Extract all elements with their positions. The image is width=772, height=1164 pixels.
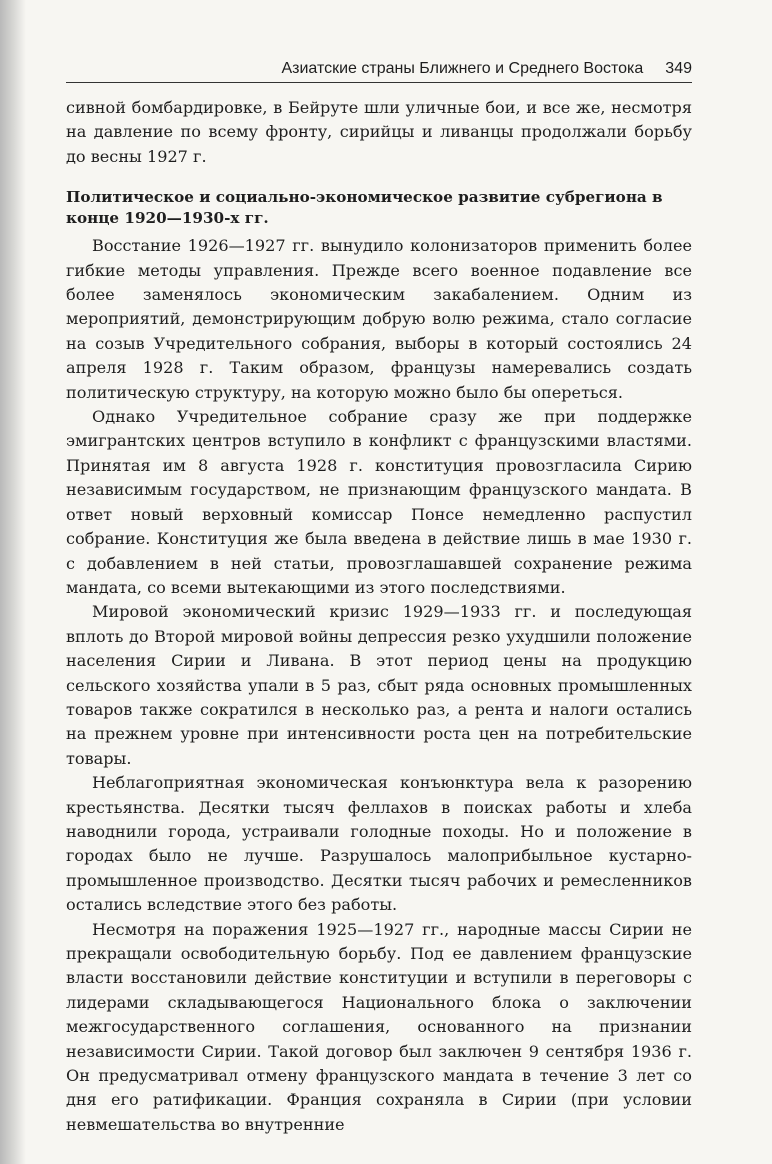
page-body [66,96,692,1137]
paragraph: Неблагоприятная экономическая конъюнктура вела к разорению крестьянства. Десятки тысяч феллахов в поисках работы и хлеба наводнили города, устраивали голодные походы. Но и положение в городах было не лучше. Разрушалось малоприбыльное кустарно-промышленное производство. Десятки тысяч рабочих и ремесленников остались вследствие этого без работы. [66,773,692,915]
book-spine-shadow [0,0,26,1164]
running-header-title: Азиатские страны Ближнего и Среднего Востока [281,60,644,77]
page-number: 349 [665,60,692,77]
section-heading: Политическое и социально-экономическое развитие субрегиона в конце 1920—1930-х гг. [66,188,663,227]
paragraph-continuation: сивной бомбардировке, в Бейруте шли уличные бои, и все же, несмотря на давление по всему фронту, сирийцы и ливанцы продолжали борьбу до весны 1927 г. [66,98,692,166]
paragraph: Однако Учредительное собрание сразу же при поддержке эмигрантских центров вступило в конфликт с французскими властями. Принятая им 8 августа 1928 г. конституция провозгласила Сирию независимым государством, не признающим французского мандата. В ответ новый верховный комиссар Понсе немедленно распустил собрание. Конституция же была введена в действие лишь в мае 1930 г. с добавлением в ней статьи, провозглашавшей сохранение режима мандата, со всеми вытекающими из этого последствиями. [66,407,692,597]
paragraph: Несмотря на поражения 1925—1927 гг., народные массы Сирии не прекращали освободительную борьбу. Под ее давлением французские власти восстановили действие конституции и вступили в переговоры с лидерами складывающегося Национального блока о заключении межгосударственного соглашения, основанного на признании независимости Сирии. Такой договор был заключен 9 сентября 1936 г. Он предусматривал отмену французского мандата в течение 3 лет со дня его ратификации. Франция сохраняла в Сирии (при условии невмешательства во внутренние [66,919,692,1134]
paragraph: Мировой экономический кризис 1929—1933 гг. и последующая вплоть до Второй мировой войны депрессия резко ухудшили положение населения Сирии и Ливана. В этот период цены на продукцию сельского хозяйства упали в 5 раз, сбыт ряда основных промышленных товаров также сократился в несколько раз, а рента и налоги остались на прежнем уровне при интенсивности роста цен на потребительские товары. [66,602,692,768]
running-header [66,60,692,83]
paragraph: Восстание 1926—1927 гг. вынудило колонизаторов применить более гибкие методы управления. Прежде всего военное подавление все более заменялось экономическим закабалением. Одним из мероприятий, демонстрирующим добрую волю режима, стало согласие на созыв Учредительного собрания, выборы в который состоялись 24 апреля 1928 г. Таким образом, французы намеревались создать политическую структуру, на которую можно было бы опереться. [66,236,692,402]
